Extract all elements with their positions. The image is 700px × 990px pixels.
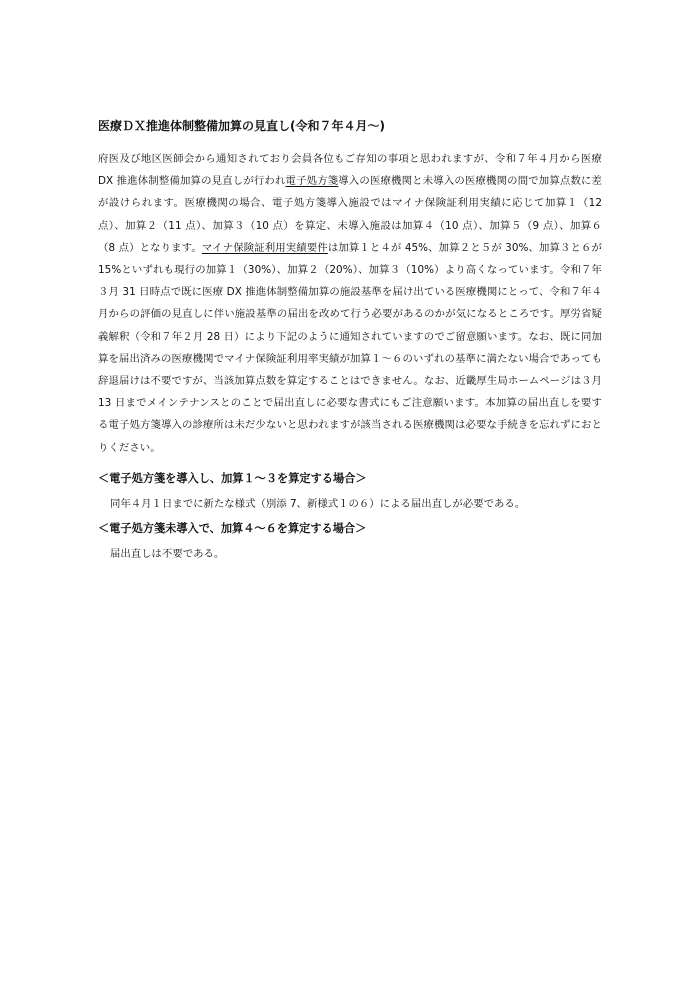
paragraph-text-2: 導入の医療機関と未導入の医療機関の間で加算点数に差が設けられます。医療機関の場合、電子処方箋導入施設ではマイナ保険証利用実績に応じて加算１（12 点）、加算２（11 点）、加算３（10 点）を算定、未導入施設は加算４（10 点）、加算５（9 点）、加算６（8 点）となります。 bbox=[98, 175, 602, 254]
section-body-not-introduced: 届出直しは不要である。 bbox=[110, 547, 225, 560]
section-heading-introduced: ＜電子処方箋を導入し、加算１～３を算定する場合＞ bbox=[98, 471, 367, 485]
underlined-term-my-number-requirement: マイナ保険証利用実績要件 bbox=[201, 241, 328, 254]
document-title: 医療ＤＸ推進体制整備加算の見直し(令和７年４月～) bbox=[98, 119, 385, 133]
paragraph-text-1: 府医及び地区医師会から通知されており会員各位もご存知の事項と思われますが、令和７年４月から医療 DX 推進体制整備加算の見直しが行われ bbox=[98, 153, 602, 188]
document-content bbox=[98, 118, 602, 571]
main-paragraph bbox=[98, 148, 602, 459]
section-heading-not-introduced: ＜電子処方箋未導入で、加算４～６を算定する場合＞ bbox=[98, 521, 367, 535]
underlined-term-electronic-prescription: 電子処方箋 bbox=[285, 175, 339, 188]
paragraph-text-3: は加算１と４が 45%、加算２と５が 30%、加算３と６が 15%といずれも現行の加算１（30%）、加算２（20%）、加算３（10%）より高くなっています。令和７年３月 31 日時点で既に医療 DX 推進体制整備加算の施設基準を届け出ている医療機関にとって、令和７年４月からの評価の見直しに伴い施設基準の届出を改めて行う必要があるのかが気になるところです。厚労省疑義解釈（令和７年２月 28 日）により下記のように通知されていますのでご留意願います。なお、既に同加算を届出済みの医療機関でマイナ保険証利用率実績が加算１～６のいずれの基準に満たない場合であっても辞退届けは不要ですが、当該加算点数を算定することはできません。なお、近畿厚生局ホームページは３月 13 日までメインテナンスとのことで届出直しに必要な書式にもご注意願います。本加算の届出直しを要する電子処方箋導入の診療所は未だ少ないと思われますが該当される医療機関は必要な手続きを忘れずにおとりください。 bbox=[98, 241, 603, 454]
section-body-introduced: 同年４月１日までに新たな様式（別添 7、新様式１の６）による届出直しが必要である。 bbox=[110, 497, 526, 510]
